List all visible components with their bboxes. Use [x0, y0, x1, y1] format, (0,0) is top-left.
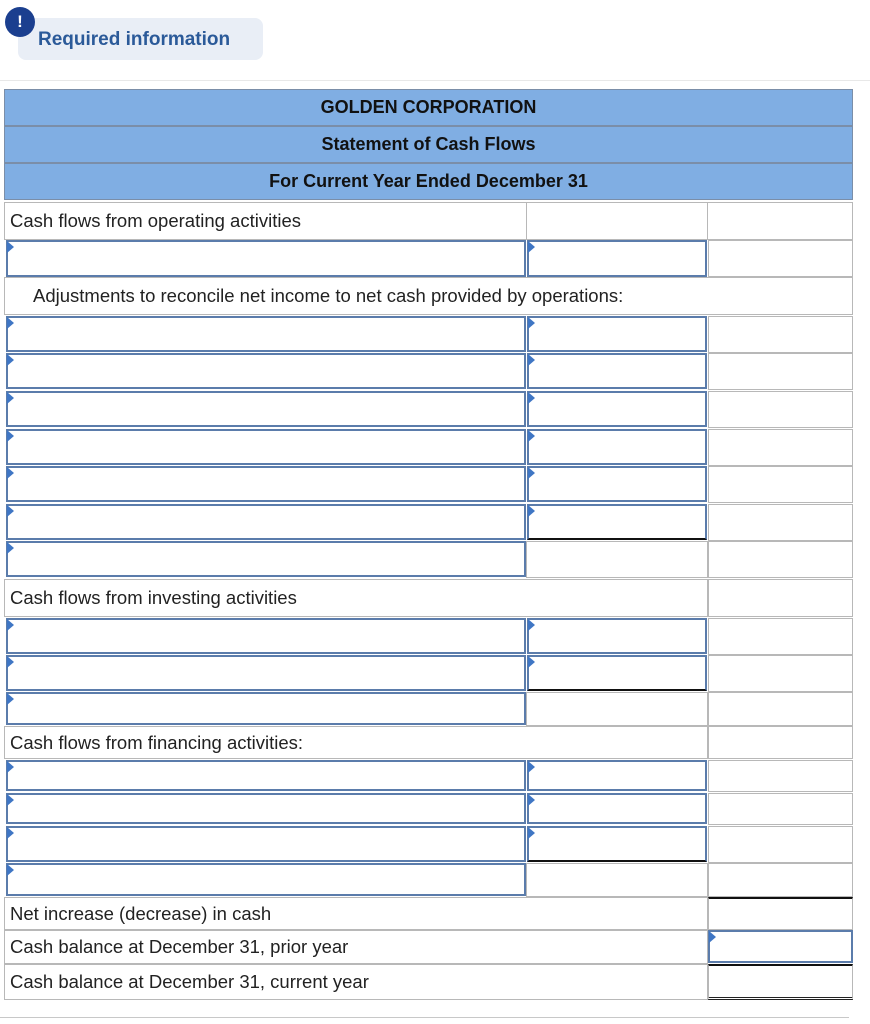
- investing-amount-input-1[interactable]: [527, 618, 707, 654]
- operating-amount-input-1[interactable]: [527, 240, 707, 277]
- financing-label-input-1[interactable]: [6, 760, 526, 791]
- investing-net-mid-cell: [526, 692, 708, 726]
- financing-net-mid-cell: [526, 863, 708, 897]
- adjustment-label-input-4[interactable]: [6, 429, 526, 465]
- financing-net-total-cell: [708, 863, 853, 897]
- financing-label-input-3[interactable]: [6, 826, 526, 862]
- financing-total-cell-3: [708, 826, 853, 863]
- adjustment-label-input-5[interactable]: [6, 466, 526, 502]
- required-info-bar: [0, 0, 870, 81]
- prior-balance-label: Cash balance at December 31, prior year: [10, 936, 349, 957]
- adjustment-label-input-1[interactable]: [6, 316, 526, 352]
- adjustment-total-cell-5: [708, 466, 853, 503]
- investing-amount-input-2[interactable]: [527, 655, 707, 691]
- adjustment-label-input-3[interactable]: [6, 391, 526, 427]
- investing-total-cell-1: [708, 618, 853, 655]
- alert-icon: !: [5, 7, 35, 37]
- financing-label-input-2[interactable]: [6, 793, 526, 824]
- statement-period: For Current Year Ended December 31: [4, 163, 853, 200]
- adjustment-total-cell-2: [708, 353, 853, 390]
- financing-total-cell-1: [708, 760, 853, 792]
- bottom-divider: [0, 1017, 849, 1018]
- investing-net-label-input[interactable]: [6, 692, 526, 725]
- current-balance-total-cell: [708, 964, 853, 1000]
- financing-amount-input-2[interactable]: [527, 793, 707, 824]
- investing-label: Cash flows from investing activities: [10, 587, 297, 608]
- prior-balance-input[interactable]: [708, 930, 853, 963]
- financing-amount-input-3[interactable]: [527, 826, 707, 862]
- adjustment-amount-input-5[interactable]: [527, 466, 707, 502]
- operating-net-total-cell: [708, 541, 853, 578]
- investing-label-input-1[interactable]: [6, 618, 526, 654]
- operating-net-label-input[interactable]: [6, 541, 526, 577]
- financing-total-cell-2: [708, 793, 853, 825]
- statement-title: Statement of Cash Flows: [4, 126, 853, 163]
- company-name: GOLDEN CORPORATION: [4, 89, 853, 126]
- adjustment-amount-input-3[interactable]: [527, 391, 707, 427]
- adjustment-total-cell-6: [708, 504, 853, 541]
- operating-net-mid-cell: [526, 541, 708, 578]
- investing-header-total-cell: [708, 579, 853, 617]
- required-info-label: Required information: [38, 29, 231, 50]
- adjustment-amount-input-4[interactable]: [527, 429, 707, 465]
- net-change-total-cell: [708, 897, 853, 930]
- adjustments-label: Adjustments to reconcile net income to net cash provided by operations:: [33, 285, 624, 306]
- adjustment-amount-input-6[interactable]: [527, 504, 707, 540]
- financing-amount-input-1[interactable]: [527, 760, 707, 791]
- adjustment-label-input-6[interactable]: [6, 504, 526, 540]
- row-operating-mid-cell: [526, 202, 708, 240]
- investing-total-cell-2: [708, 655, 853, 692]
- investing-net-total-cell: [708, 692, 853, 726]
- operating-label: Cash flows from operating activities: [10, 210, 301, 231]
- operating-total-cell-1: [708, 240, 853, 277]
- adjustment-total-cell-3: [708, 391, 853, 428]
- financing-net-label-input[interactable]: [6, 863, 526, 896]
- adjustment-total-cell-1: [708, 316, 853, 353]
- adjustment-amount-input-1[interactable]: [527, 316, 707, 352]
- adjustment-amount-input-2[interactable]: [527, 353, 707, 389]
- current-balance-label: Cash balance at December 31, current year: [10, 971, 369, 992]
- adjustment-label-input-2[interactable]: [6, 353, 526, 389]
- adjustment-total-cell-4: [708, 429, 853, 466]
- cash-flow-statement: [4, 89, 853, 1003]
- net-change-label: Net increase (decrease) in cash: [10, 902, 272, 924]
- financing-label: Cash flows from financing activities:: [10, 731, 304, 753]
- financing-header-total-cell: [708, 726, 853, 759]
- investing-label-input-2[interactable]: [6, 655, 526, 691]
- operating-label-input-1[interactable]: [6, 240, 526, 277]
